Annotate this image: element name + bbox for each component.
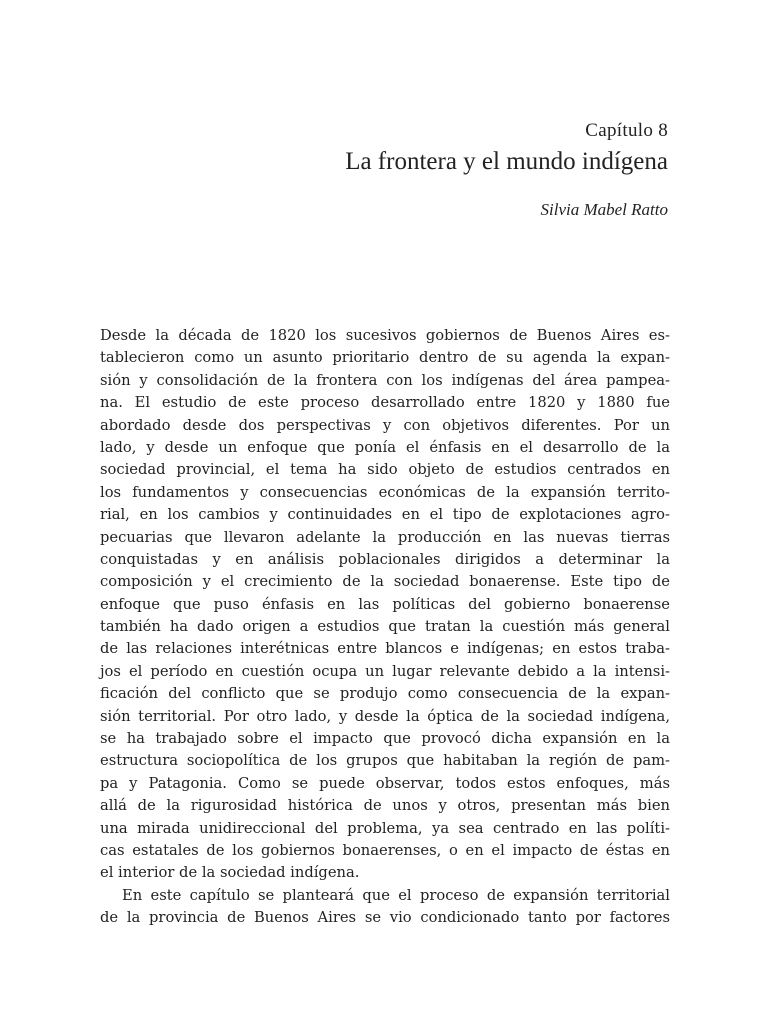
paragraph-line: se ha trabajado sobre el impacto que provocó dicha expansión en la bbox=[100, 730, 670, 748]
paragraph-line: de las relaciones interétnicas entre blancos e indígenas; en estos traba- bbox=[100, 640, 670, 658]
paragraph-line: una mirada unidireccional del problema, ya sea centrado en las políti- bbox=[100, 819, 670, 837]
paragraph-line: sión y consolidación de la frontera con los indígenas del área pampea- bbox=[100, 371, 670, 389]
paragraph-line: los fundamentos y consecuencias económicas de la expansión territo- bbox=[100, 483, 670, 501]
paragraph-line: allá de la rigurosidad histórica de unos y otros, presentan más bien bbox=[100, 797, 670, 815]
paragraph-line: na. El estudio de este proceso desarrollado entre 1820 y 1880 fue bbox=[100, 394, 670, 412]
paragraph-line: enfoque que puso énfasis en las políticas del gobierno bonaerense bbox=[100, 595, 670, 613]
chapter-label: Capítulo 8 bbox=[585, 120, 668, 141]
paragraph-line: sión territorial. Por otro lado, y desde la óptica de la sociedad indígena, bbox=[100, 707, 670, 725]
body-text bbox=[100, 325, 670, 930]
paragraph-line: estructura sociopolítica de los grupos que habitaban la región de pam- bbox=[100, 752, 670, 770]
paragraph-line: lado, y desde un enfoque que ponía el énfasis en el desarrollo de la bbox=[100, 438, 670, 456]
paragraph-line: conquistadas y en análisis poblacionales dirigidos a determinar la bbox=[100, 550, 670, 568]
paragraph-line: rial, en los cambios y continuidades en el tipo de explotaciones agro- bbox=[100, 506, 670, 524]
paragraph-line: jos el período en cuestión ocupa un lugar relevante debido a la intensi- bbox=[100, 662, 670, 680]
chapter-title: La frontera y el mundo indígena bbox=[345, 148, 668, 175]
paragraph-line: de la provincia de Buenos Aires se vio condicionado tanto por factores bbox=[100, 909, 670, 927]
paragraph-line: Desde la década de 1820 los sucesivos gobiernos de Buenos Aires es- bbox=[100, 327, 670, 344]
paragraph-line: abordado desde dos perspectivas y con objetivos diferentes. Por un bbox=[100, 416, 670, 434]
paragraph-line: pa y Patagonia. Como se puede observar, todos estos enfoques, más bbox=[100, 774, 670, 792]
paragraph-line: En este capítulo se planteará que el proceso de expansión territorial bbox=[122, 886, 670, 904]
paragraph-line: tablecieron como un asunto prioritario dentro de su agenda la expan- bbox=[100, 349, 670, 367]
paragraph-line: también ha dado origen a estudios que tratan la cuestión más general bbox=[100, 618, 670, 636]
author-name: Silvia Mabel Ratto bbox=[540, 200, 668, 219]
paragraph-line: sociedad provincial, el tema ha sido objeto de estudios centrados en bbox=[100, 461, 670, 479]
paragraph-line: composición y el crecimiento de la sociedad bonaerense. Este tipo de bbox=[100, 573, 670, 591]
paragraph-line: ficación del conflicto que se produjo como consecuencia de la expan- bbox=[100, 685, 670, 703]
paragraph-line: cas estatales de los gobiernos bonaerenses, o en el impacto de éstas en bbox=[100, 841, 670, 859]
paragraph-line: pecuarias que llevaron adelante la producción en las nuevas tierras bbox=[100, 528, 670, 546]
paragraph-line: el interior de la sociedad indígena. bbox=[100, 864, 360, 882]
